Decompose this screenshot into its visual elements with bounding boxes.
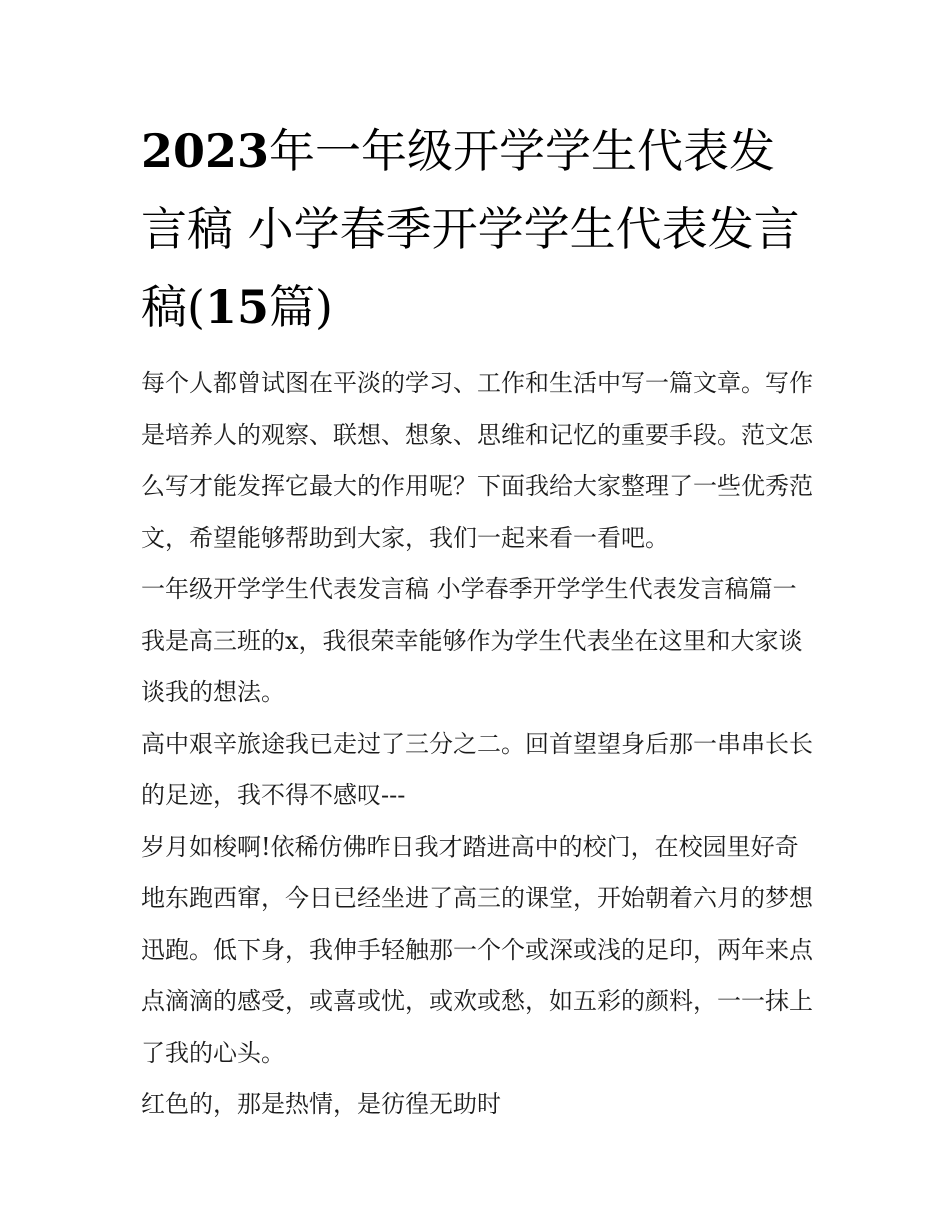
- paragraph-speech-opening: 一年级开学学生代表发言稿 小学春季开学学生代表发言稿篇一 我是高三班的x，我很荣幸能够作为学生代表坐在这里和大家谈谈我的想法。: [141, 575, 803, 706]
- paragraph-time-flies: 岁月如梭啊!依稀仿佛昨日我才踏进高中的校门，在校园里好奇地东跑西窜，今日已经坐进了高三的课堂，开始朝着六月的梦想迅跑。低下身，我伸手轻触那一个个或深或浅的足印，两年来点点滴滴的感受，或喜或忧，或欢或愁，如五彩的颜料，一一抹上了我的心头。: [141, 832, 813, 1067]
- title-year: 2023: [141, 124, 270, 178]
- title-count: 15: [204, 280, 269, 334]
- document-body: [141, 358, 813, 1131]
- document-title: [141, 112, 813, 346]
- document-content: [141, 112, 813, 1131]
- paragraph-intro: 每个人都曾试图在平淡的学习、工作和生活中写一篇文章。写作是培养人的观察、联想、想象、思维和记忆的重要手段。范文怎么写才能发挥它最大的作用呢？下面我给大家整理了一些优秀范文，希望能够帮助到大家，我们一起来看一看吧。: [141, 369, 813, 552]
- title-text: 年一年级开学学生代表发言稿 小学春季开学学生代表发言稿(: [141, 124, 800, 334]
- paragraph-journey: 高中艰辛旅途我已走过了三分之二。回首望望身后那一串串长长的足迹，我不得不感叹---: [141, 729, 813, 809]
- title-end: 篇): [268, 280, 333, 334]
- paragraph-red-color: 红色的，那是热情，是彷徨无助时: [141, 1090, 501, 1118]
